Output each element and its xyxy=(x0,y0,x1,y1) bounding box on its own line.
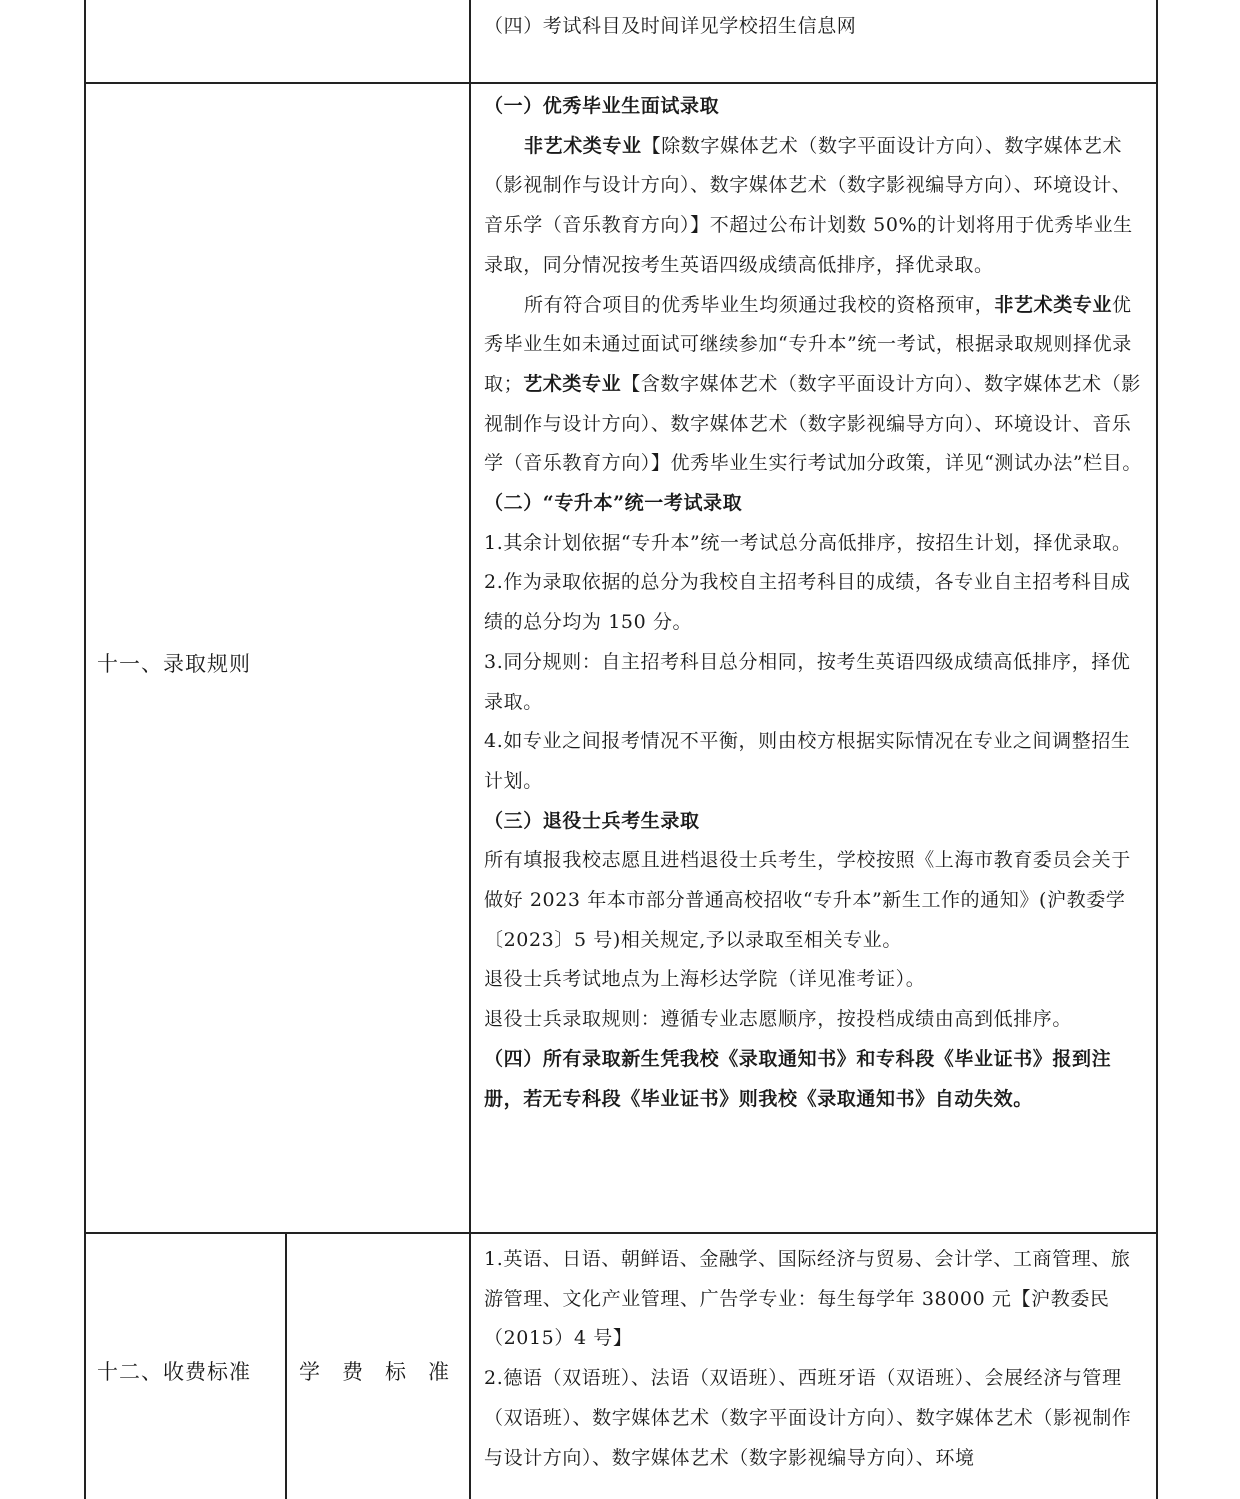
section-heading: （二）“专升本”统一考试录取 xyxy=(484,492,743,515)
paragraph: 退役士兵考试地点为上海杉达学院（详见准考证）。 xyxy=(484,968,926,991)
tuition-sublabel: 学费标准 xyxy=(299,1360,471,1384)
paragraph: 所有符合项目的优秀毕业生均须通过我校的资格预审，非艺术类专业优秀毕业生如未通过面试可继续参加“专升本”统一考试，根据录取规则择优录取；艺术类专业【含数字媒体艺术（数字平面设计方向）、数字媒体艺术（影视制作与设计方向）、数字媒体艺术（数字影视编导方向）、环境设计、音乐学（音乐教育方向）】优秀毕业生实行考试加分政策，详见“测试办法”栏目。 xyxy=(484,293,1142,475)
paragraph: 所有填报我校志愿且进档退役士兵考生，学校按照《上海市教育委员会关于做好 2023 年本市部分普通高校招收“专升本”新生工作的通知》(沪教委学〔2023〕5 号)相关规定,予以录取至相关专业。 xyxy=(484,849,1131,951)
section-heading: （四）所有录取新生凭我校《录取通知书》和专科段《毕业证书》报到注册，若无专科段《毕业证书》则我校《录取通知书》自动失效。 xyxy=(484,1047,1112,1110)
table-border-sub xyxy=(285,1233,287,1499)
section-heading: （三）退役士兵考生录取 xyxy=(484,809,700,832)
exam-subjects-note: （四）考试科目及时间详见学校招生信息网 xyxy=(484,15,857,37)
paragraph: 非艺术类专业【除数字媒体艺术（数字平面设计方向）、数字媒体艺术（影视制作与设计方向）、数字媒体艺术（数字影视编导方向）、环境设计、音乐学（音乐教育方向）】不超过公布计划数 50%的计划将用于优秀毕业生录取，同分情况按考生英语四级成绩高低排序，择优录取。 xyxy=(484,134,1133,276)
list-item: 1.英语、日语、朝鲜语、金融学、国际经济与贸易、会计学、工商管理、旅游管理、文化产业管理、广告学专业：每生每学年 38000 元【沪教委民（2015）4 号】 xyxy=(484,1248,1131,1350)
section-heading: （一）优秀毕业生面试录取 xyxy=(484,95,720,117)
table-row-divider-1 xyxy=(84,82,1158,84)
fees-content xyxy=(484,1240,1148,1478)
paragraph: 退役士兵录取规则：遵循专业志愿顺序，按投档成绩由高到低排序。 xyxy=(484,1008,1073,1031)
table-border-right xyxy=(1156,0,1158,1499)
table-border-left xyxy=(84,0,86,1499)
list-item: 3.同分规则：自主招考科目总分相同，按考生英语四级成绩高低排序，择优录取。 xyxy=(484,650,1131,713)
list-item: 2.作为录取依据的总分为我校自主招考科目的成绩，各专业自主招考科目成绩的总分均为 150 分。 xyxy=(484,571,1131,634)
list-item: 1.其余计划依据“专升本”统一考试总分高低排序，按招生计划，择优录取。 xyxy=(484,531,1132,554)
list-item: 2.德语（双语班）、法语（双语班）、西班牙语（双语班）、会展经济与管理（双语班）、数字媒体艺术（数字平面设计方向）、数字媒体艺术（影视制作与设计方向）、数字媒体艺术（数字影视编导方向）、环境 xyxy=(484,1367,1132,1469)
admission-rules-content xyxy=(484,87,1148,1119)
fees-label: 十二、收费标准 xyxy=(97,1360,251,1384)
admission-rules-label: 十一、录取规则 xyxy=(97,652,251,676)
table-border-middle xyxy=(469,0,471,1499)
table-row-divider-2 xyxy=(84,1232,1158,1234)
list-item: 4.如专业之间报考情况不平衡，则由校方根据实际情况在专业之间调整招生计划。 xyxy=(484,730,1131,792)
